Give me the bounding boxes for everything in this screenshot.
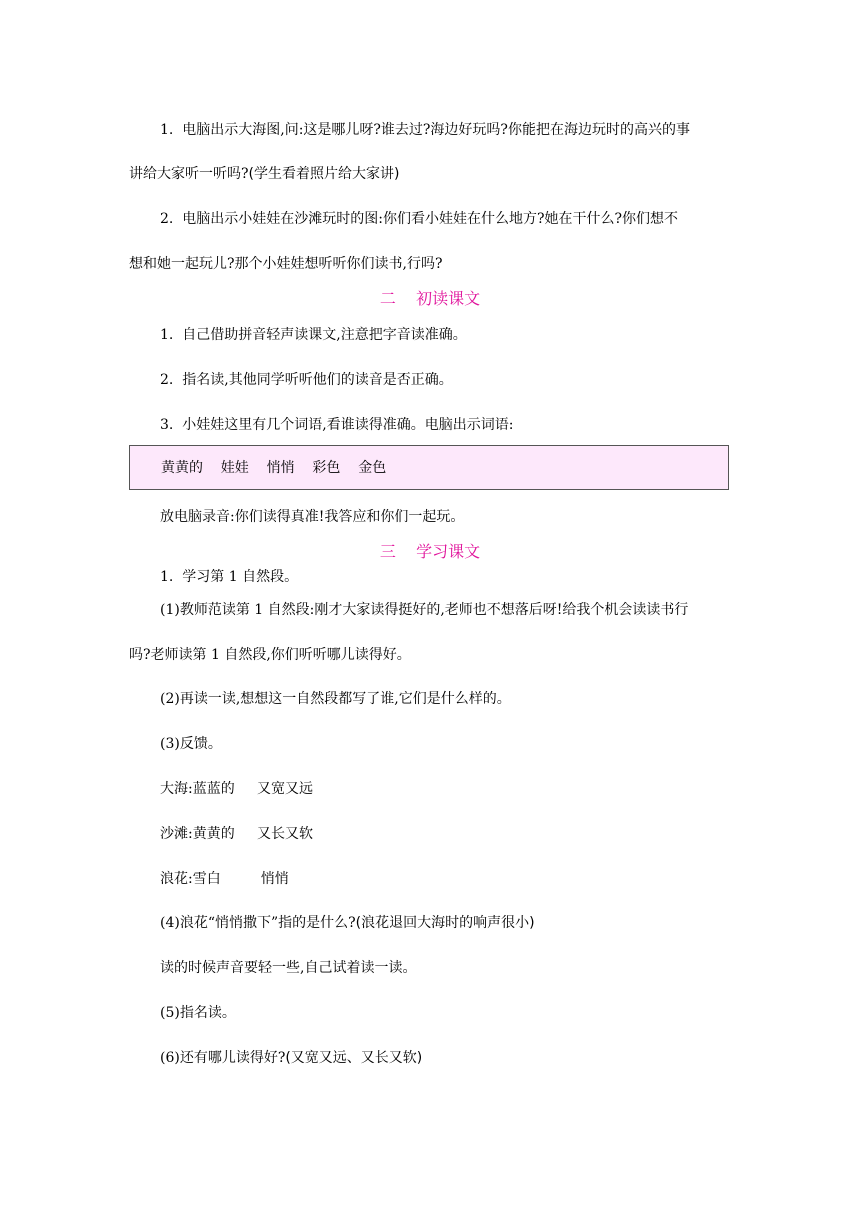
intro-item-2-line1: 2. 电脑出示小娃娃在沙滩玩时的图:你们看小娃娃在什么地方?她在干什么?你们想不 <box>160 211 678 227</box>
intro-item-1-line2 <box>129 165 399 183</box>
step-6-question: (6)还有哪儿读得好? <box>160 1050 286 1066</box>
step-1-line1: (1)教师范读第 1 自然段:刚才大家读得挺好的,老师也不想落后呀!给我个机会读读书行 <box>160 602 689 618</box>
first-reading-item-3: 3. 小娃娃这里有几个词语,看谁读得准确。电脑出示词语: <box>160 417 514 433</box>
intro-item-1-text: 讲给大家听一听吗? <box>129 166 249 182</box>
intro-item-1-line1: 1. 电脑出示大海图,问:这是哪儿呀?谁去过?海边好玩吗?你能把在海边玩时的高兴的事 <box>160 122 690 138</box>
step-4-answer: (浪花退回大海时的响声很小) <box>355 915 535 931</box>
step-1-line2: 吗?老师读第 1 自然段,你们听听哪儿读得好。 <box>129 647 411 663</box>
vocabulary-box <box>129 445 729 490</box>
step-3: (3)反馈。 <box>160 736 222 752</box>
section-heading-study-text: 三 学习课文 <box>379 542 481 561</box>
step-4-question: (4)浪花“悄悄撒下”指的是什么? <box>160 915 356 931</box>
recording-note: 放电脑录音:你们读得真准!我答应和你们一起玩。 <box>160 509 465 525</box>
feedback-row-waves: 浪花:雪白 悄悄 <box>160 871 289 887</box>
feedback-row-sea: 大海:蓝蓝的 又宽又远 <box>160 781 313 797</box>
intro-item-2-line2: 想和她一起玩儿?那个小娃娃想听听你们读书,行吗? <box>129 256 443 272</box>
step-6-answer: (又宽又远、又长又软) <box>285 1050 423 1066</box>
step-5: (5)指名读。 <box>160 1005 236 1021</box>
step-2: (2)再读一读,想想这一自然段都写了谁,它们是什么样的。 <box>160 691 511 707</box>
intro-item-1-answer: (学生看着照片给大家讲) <box>248 166 400 182</box>
vocabulary-words: 黄黄的 娃娃 悄悄 彩色 金色 <box>161 460 387 476</box>
step-4 <box>160 914 535 932</box>
first-reading-item-2: 2. 指名读,其他同学听听他们的读音是否正确。 <box>160 372 453 388</box>
feedback-row-beach: 沙滩:黄黄的 又长又软 <box>160 826 313 842</box>
first-reading-item-1: 1. 自己借助拼音轻声读课文,注意把字音读准确。 <box>160 327 467 343</box>
step-6 <box>160 1049 422 1067</box>
section-heading-first-reading: 二 初读课文 <box>379 289 481 308</box>
study-item-1: 1. 学习第 1 自然段。 <box>160 569 299 585</box>
step-4-follow: 读的时候声音要轻一些,自己试着读一读。 <box>160 960 417 976</box>
